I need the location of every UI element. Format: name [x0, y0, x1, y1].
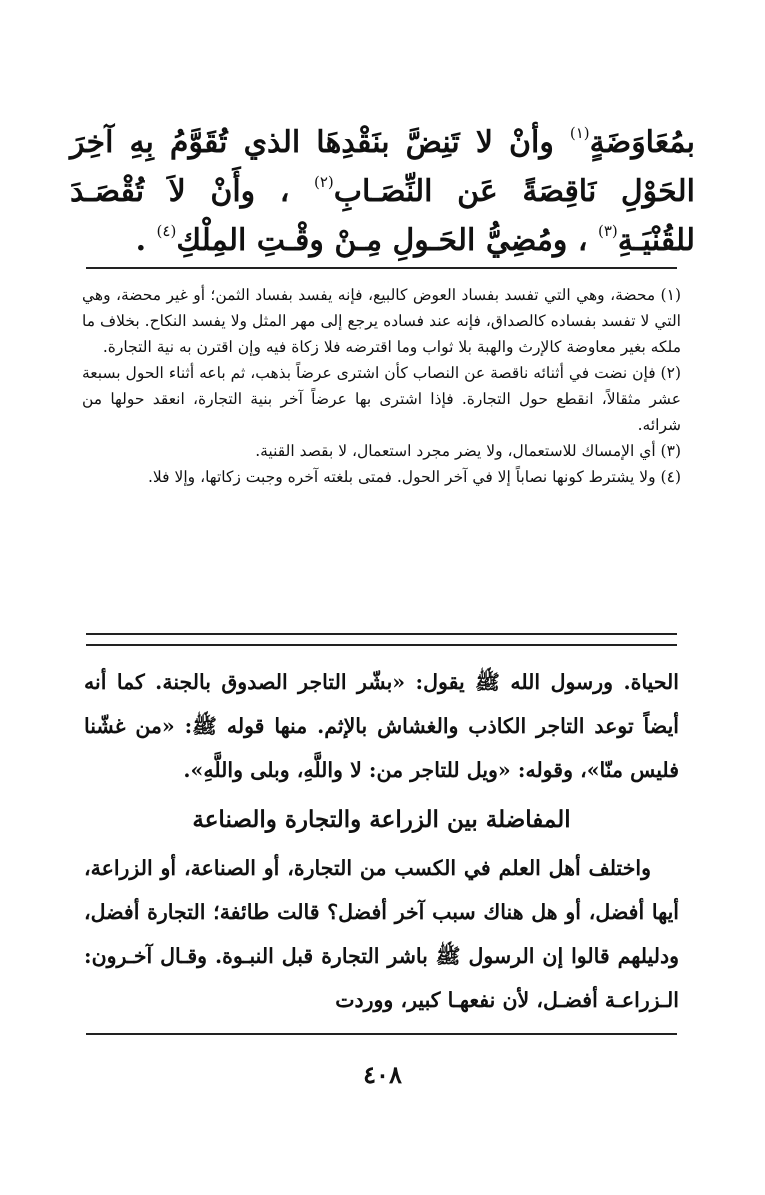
paragraph: واختلف أهل العلم في الكسب من التجارة، أو الصناعة، أو الزراعة، أيها أفضل، أو هل هناك سبب آخر أفضل؟ قالت طائفة؛ التجارة أفضل، ودليلهم قالوا إن الرسول ﷺ باشر التجارة قبل النبـوة. وقـال آخـرون: الـزراعـة أفضـل، لأن نفعهـا كبير، ووردت — [84, 856, 679, 1012]
bottom-divider — [86, 1033, 677, 1035]
section-divider — [86, 633, 677, 646]
footnote-4: (٤) ولا يشترط كونها نصاباً إلا في آخر الحول. فمتى بلغته آخره وجبت زكاتها، وإلا فلا. — [148, 468, 681, 486]
footnote-divider — [86, 267, 677, 269]
verse-segment: . — [135, 223, 157, 258]
verse-segment: ، ومُضِيُّ الحَـولِ مِـنْ وقْـتِ المِلْكِ — [176, 223, 598, 258]
verse-segment: وأنْ لا تَنِضَّ بنَقْدِهَا الذي تُقَوَّمُ بِهِ آخِرَ الحَوْلِ نَاقِصَةً عَن النِّصَـابِ — [70, 125, 696, 209]
footnote-2: (٢) فإن نضت في أثنائه ناقصة عن النصاب كأن اشترى عرضاً بذهب، ثم باعه أثناء الحول بسبعة عشر مثقالاً، انقطع حول التجارة. فإذا اشترى بها عرضاً آخر بنية التجارة، انعقد حولها من شرائه. — [82, 364, 681, 434]
footnote-ref[interactable]: (١) — [569, 124, 590, 142]
footnote-ref[interactable]: (٢) — [314, 173, 334, 191]
section-heading: المفاضلة بين الزراعة والتجارة والصناعة — [192, 806, 571, 833]
paragraph: الحياة. ورسول الله ﷺ يقول: «بشّر التاجر الصدوق بالجنة. كما أنه أيضاً توعد التاجر الكاذب والغشاش بالإثم. منها قوله ﷺ: «من غشّنا فليس منّا»، وقوله: «ويل للتاجر من: لا واللَّهِ، وبلى واللَّهِ». — [84, 670, 679, 782]
footnote-3: (٣) أي الإمساك للاستعمال، ولا يضر مجرد استعمال، لا بقصد القنية. — [255, 442, 681, 460]
footnotes — [82, 282, 681, 490]
page-number: ٤٠٨ — [363, 1060, 402, 1089]
footnote-ref[interactable]: (٤) — [156, 222, 177, 240]
footnote-ref[interactable]: (٣) — [597, 222, 618, 240]
footnote-1: (١) محضة، وهي التي تفسد بفساد العوض كالبيع، فإنه يفسد بفساد الثمن؛ أو غير محضة، وهي التي لا تفسد بفساده كالصداق، فإنه عند فساده يرجع إلى مهر المثل ولا يفسد النكاح. بخلاف ما ملكه بغير معاوضة كالإرث والهبة بلا ثواب وما اقترضه فلا زكاة فيه وإن اقترن به نية التجارة. — [82, 286, 681, 356]
main-text — [84, 660, 679, 1022]
verse-segment: ، وأَنْ لاَ تُقْصَـدَ للقُنْيَـةِ — [70, 174, 695, 258]
verse-segment: بمُعَاوَضَةٍ — [589, 125, 695, 160]
verse-text — [70, 118, 695, 265]
